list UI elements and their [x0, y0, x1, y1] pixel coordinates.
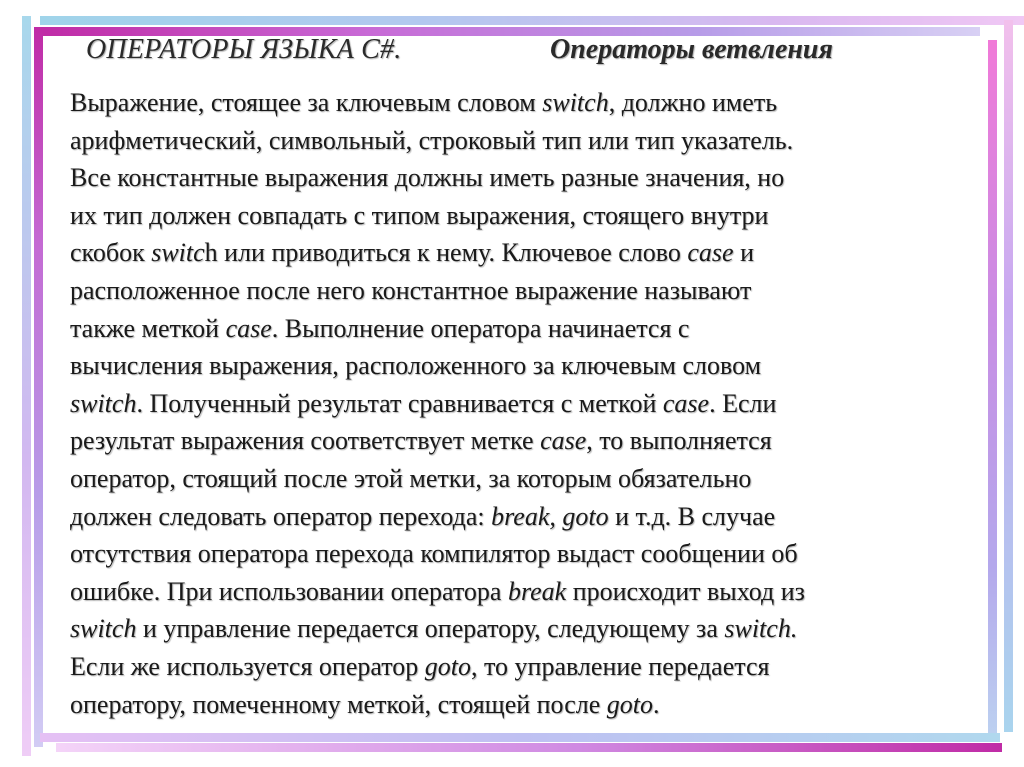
text-segment: Выражение, стоящее за ключевым словом — [70, 88, 543, 117]
text-segment: происходит выход из — [566, 576, 805, 606]
frame-bar-right-inner — [988, 40, 997, 742]
text-segment: и управление передается оператору, следующему за — [136, 614, 725, 644]
text-line — [70, 648, 970, 686]
text-segment: . Полученный результат сравнивается с меткой — [136, 388, 663, 418]
text-segment: должен следовать оператор перехода: — [70, 501, 492, 531]
text-segment: . Выполнение оператора начинается с — [271, 313, 690, 343]
keyword: break — [507, 576, 567, 606]
text-line — [70, 686, 970, 724]
keyword: case — [687, 238, 734, 268]
text-segment: оператор, стоящий после этой метки, за которым обязательно — [70, 463, 752, 493]
keyword: switch — [70, 614, 137, 644]
text-line — [70, 460, 970, 498]
text-segment: вычисления выражения, расположенного за ключевым словом — [70, 351, 762, 381]
keyword: break, goto — [491, 501, 609, 531]
text-segment: скобок — [70, 238, 152, 268]
frame-bar-left-inner — [34, 27, 43, 747]
text-segment: ошибке. При использовании оператора — [70, 576, 508, 606]
text-line — [70, 573, 970, 611]
text-segment: результат выражения соответствует метке — [70, 426, 541, 456]
text-segment: отсутствия оператора перехода компилятор выдаст сообщении об — [70, 539, 798, 569]
keyword: switc — [151, 238, 205, 268]
frame-bar-bottom-outer — [56, 743, 1002, 752]
frame-bar-bottom-inner — [40, 733, 1000, 742]
keyword: switch — [542, 88, 609, 117]
text-segment: Все константные выражения должны иметь разные значения, но — [70, 163, 785, 193]
text-line — [70, 385, 970, 423]
frame-bar-left-outer — [22, 16, 31, 756]
frame-bar-top-outer — [40, 16, 1024, 25]
text-segment: . — [653, 689, 660, 719]
text-segment: арифметический, символьный, строковый тип или тип указатель. — [70, 125, 794, 155]
text-segment: , то выполняется — [586, 426, 772, 456]
text-line — [70, 347, 970, 385]
text-segment: , то управление передается — [471, 651, 770, 681]
text-line — [70, 535, 970, 573]
text-segment: расположенное после него константное выражение называют — [70, 275, 752, 305]
slide-header — [86, 34, 966, 76]
text-segment: оператору, помеченному меткой, стоящей после — [70, 689, 607, 719]
keyword: case — [540, 426, 587, 456]
text-line — [70, 498, 970, 536]
slide-title: ОПЕРАТОРЫ ЯЗЫКА C#. — [86, 34, 402, 65]
keyword: switch. — [724, 614, 798, 644]
text-line — [70, 422, 970, 460]
keyword: goto — [424, 651, 472, 681]
text-segment: . Если — [709, 388, 777, 418]
keyword: goto — [606, 689, 653, 719]
text-segment: h или приводиться к нему. Ключевое слово — [204, 238, 688, 268]
text-segment: Если же используется оператор — [70, 651, 425, 681]
text-line — [70, 122, 970, 160]
slide-subtitle: Операторы ветвления — [550, 34, 833, 65]
keyword: case — [662, 388, 710, 418]
text-line — [70, 197, 970, 235]
text-line — [70, 84, 970, 122]
text-segment: и т.д. В случае — [608, 501, 776, 531]
body-paragraph — [70, 84, 970, 723]
text-segment: , должно иметь — [608, 88, 778, 117]
frame-bar-right-outer — [1004, 20, 1013, 732]
text-line — [70, 272, 970, 310]
text-segment: и — [733, 238, 755, 268]
text-segment: их тип должен совпадать с типом выражения, стоящего внутри — [70, 200, 769, 230]
keyword: switch — [70, 388, 137, 418]
text-segment: также меткой — [70, 313, 226, 343]
text-line — [70, 610, 970, 648]
text-line — [70, 234, 970, 272]
keyword: case — [225, 313, 272, 343]
text-line — [70, 310, 970, 348]
text-line — [70, 159, 970, 197]
